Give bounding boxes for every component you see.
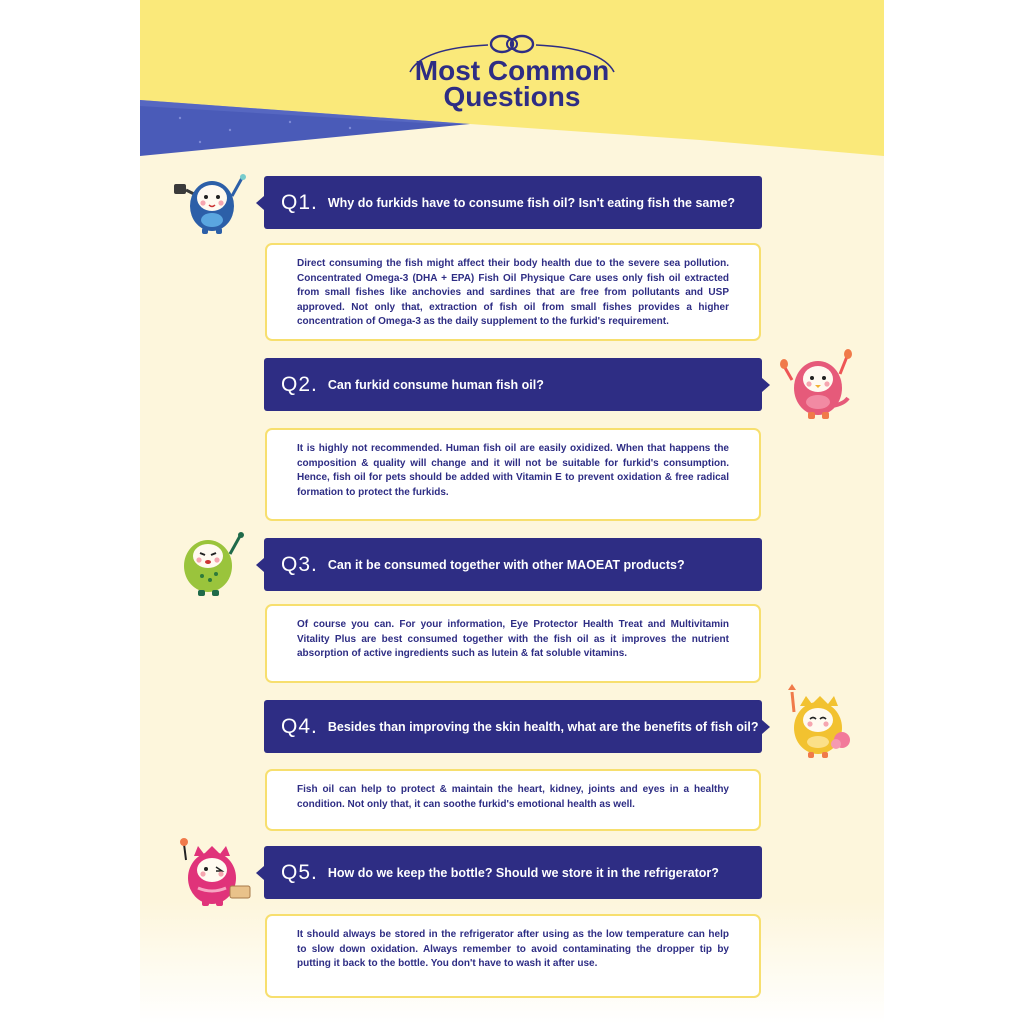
faq-poster	[140, 0, 884, 1024]
title-line-1: Most Common	[414, 55, 610, 86]
green-daruma-mascot	[172, 528, 252, 600]
question-bar-5	[264, 846, 762, 899]
question-number: Q3.	[281, 552, 318, 576]
question-text: How do we keep the bottle? Should we store it in the refrigerator?	[327, 865, 719, 880]
answer-box-1: Direct consuming the fish might affect their body health due to the severe sea pollution. Concentrated Omega-3 (DHA + EPA) Fish Oil Physique Care uses only fish oil extracted from small fishes like anchovies and sardines that are free from pollutants and USP approved. Not only that, extraction of fish oil from small fishes provides a higher concentration of Omega-3 as the daily supplement to the furkid's requirement.	[265, 243, 761, 341]
question-number: Q1.	[281, 190, 318, 214]
question-bar-4	[264, 700, 762, 753]
question-number: Q2.	[281, 372, 318, 396]
blue-daruma-mascot	[170, 168, 250, 240]
question-text: Can it be consumed together with other MAOEAT products?	[327, 557, 685, 572]
question-bar-1	[264, 176, 762, 229]
question-text: Besides than improving the skin health, what are the benefits of fish oil?	[327, 719, 759, 734]
yellow-daruma-mascot	[780, 682, 860, 764]
pink-daruma-mascot	[778, 346, 860, 426]
answer-box-4: Fish oil can help to protect & maintain the heart, kidney, joints and eyes in a healthy condition. Not only that, it can soothe furkid's emotional health as well.	[265, 769, 761, 831]
magenta-daruma-mascot	[176, 834, 258, 910]
question-number: Q5.	[281, 860, 318, 884]
question-text: Why do furkids have to consume fish oil? Isn't eating fish the same?	[327, 195, 736, 210]
page-title	[140, 55, 884, 112]
answer-box-3: Of course you can. For your information, Eye Protector Health Treat and Multivitamin Vitality Plus are best consumed together with the fish oil as it improves the nutrient absorption of active ingredients such as lutein & fat soluble vitamins.	[265, 604, 761, 683]
title-line-2: Questions	[443, 81, 581, 112]
answer-box-5: It should always be stored in the refrigerator after using as the low temperature can help to slow down oxidation. Always remember to avoid contaminating the dropper tip by putting it back to the bottle. You don't have to wash it after use.	[265, 914, 761, 998]
infinity-knot-icon	[491, 36, 533, 52]
question-number: Q4.	[281, 714, 318, 738]
answer-box-2: It is highly not recommended. Human fish oil are easily oxidized. When that happens the composition & quality will change and it will not be suitable for furkid's consumption. Hence, fish oil for pets should be added with Vitamin E to prevent oxidation & free radical formation to protect the furkids.	[265, 428, 761, 521]
question-bar-3	[264, 538, 762, 591]
question-bar-2	[264, 358, 762, 411]
question-text: Can furkid consume human fish oil?	[327, 377, 544, 392]
